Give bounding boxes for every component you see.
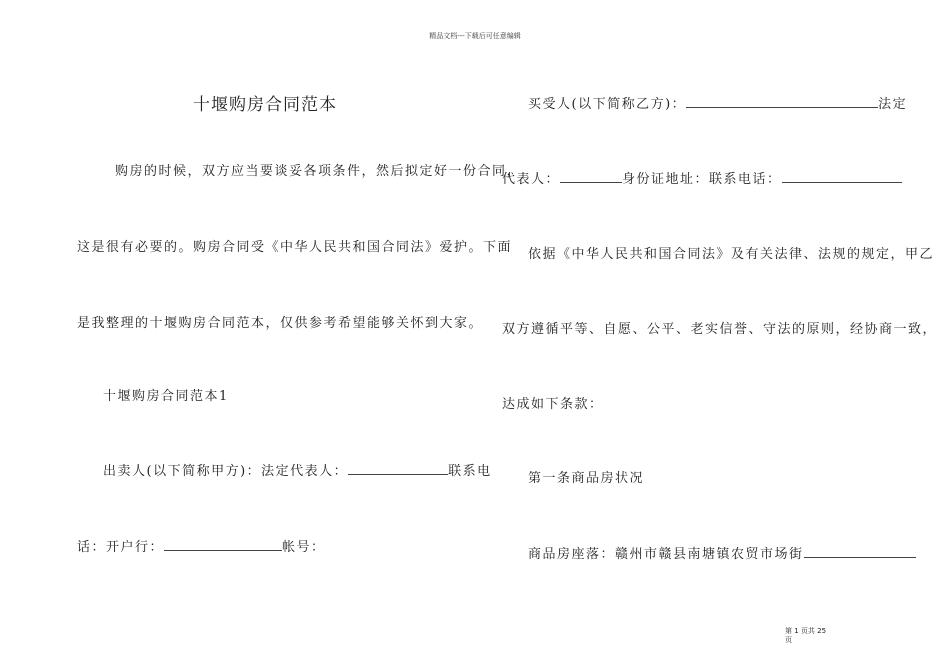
- location-line: [528, 543, 916, 562]
- account-label: 帐号：: [282, 540, 326, 555]
- seller-phone-label: 联系电: [448, 464, 492, 479]
- intro-line-2: 这是很有必要的。购房合同受《中华人民共和国合同法》爱护。下面: [77, 240, 513, 255]
- bank-label: 话：开户行：: [77, 540, 165, 555]
- seller-label: 出卖人(以下简称甲方)：法定代表人：: [103, 464, 349, 479]
- section-subtitle: 十堰购房合同范本1: [103, 389, 229, 404]
- basis-line-2: 双方遵循平等、自愿、公平、老实信誉、守法的原则，经协商一致，: [502, 322, 938, 337]
- blank-field: [686, 95, 878, 108]
- buyer-line-2: [502, 168, 902, 187]
- legal-label: 法定: [878, 97, 908, 112]
- id-address-label: 身份证地址：联系电话：: [622, 172, 782, 187]
- page-header: 精品文档---下载后可任意编辑: [429, 32, 521, 40]
- seller-line-1: [103, 460, 492, 479]
- basis-line-3: 达成如下条款：: [502, 397, 604, 412]
- buyer-label: 买受人(以下简称乙方)：: [528, 97, 687, 112]
- intro-line-3: 是我整理的十堰购房合同范本，仅供参考希望能够关怀到大家。: [77, 316, 484, 331]
- blank-field: [560, 170, 622, 183]
- buyer-line-1: [528, 93, 907, 112]
- blank-field: [782, 170, 902, 183]
- blank-field: [348, 462, 448, 475]
- document-title: 十堰购房合同范本: [193, 95, 337, 115]
- blank-field: [804, 545, 916, 558]
- location-label: 商品房座落：赣州市赣县南塘镇农贸市场街: [528, 547, 804, 562]
- basis-line-1: 依据《中华人民共和国合同法》及有关法律、法规的规定，甲乙: [528, 247, 935, 262]
- blank-field: [164, 538, 282, 551]
- article-heading: 第一条商品房状况: [528, 471, 645, 486]
- intro-line-1: 购房的时候，双方应当要谈妥各项条件，然后拟定好一份合同，: [115, 164, 522, 179]
- representative-label: 代表人：: [502, 172, 561, 187]
- page-number: 第 1 页共 25 页: [785, 627, 827, 644]
- seller-line-2: [77, 536, 326, 555]
